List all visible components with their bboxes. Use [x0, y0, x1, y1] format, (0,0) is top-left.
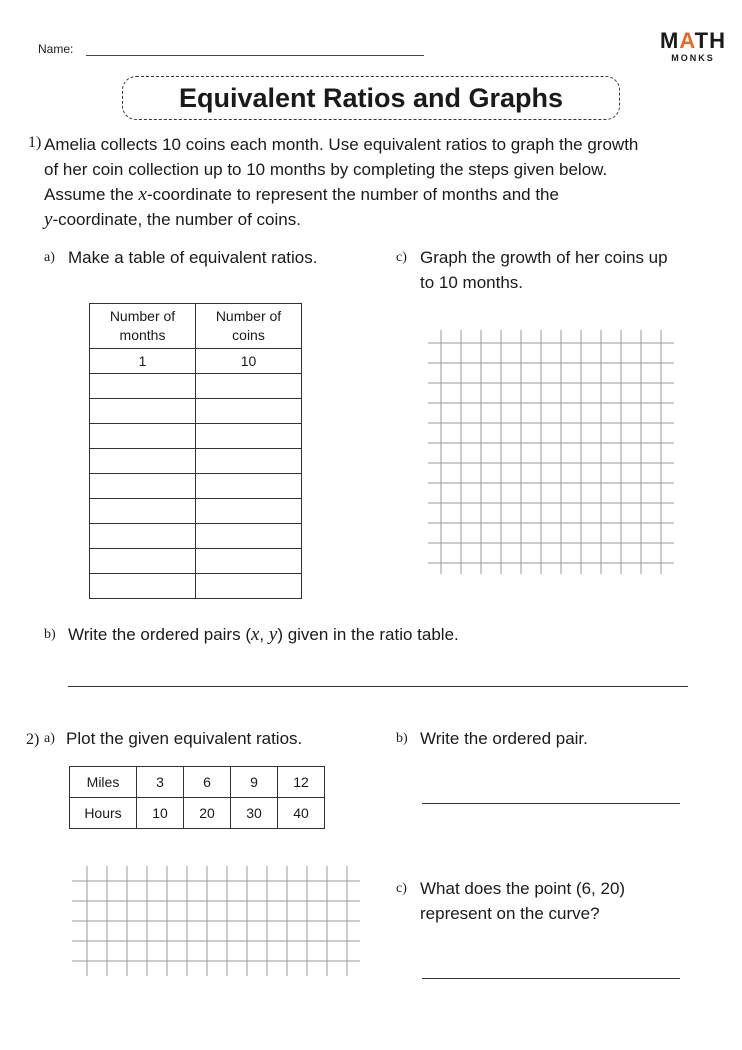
table-blank-cell[interactable]	[196, 474, 302, 499]
table-blank-cell[interactable]	[90, 424, 196, 449]
miles-cell: 6	[184, 767, 231, 798]
q1b-label: b)	[44, 627, 56, 642]
hours-cell: 10	[137, 798, 184, 829]
math-monks-logo	[658, 30, 728, 64]
x-variable: x	[138, 184, 147, 205]
row-label-miles: Miles	[70, 767, 137, 798]
title-box	[122, 76, 620, 120]
question-2-number: 2)	[26, 731, 40, 748]
table-blank-cell[interactable]	[196, 449, 302, 474]
q2a-text: Plot the given equivalent ratios.	[66, 729, 303, 748]
table-header-coins: Number of coins	[196, 304, 302, 349]
name-field[interactable]	[86, 55, 424, 56]
logo-letter-a: A	[679, 28, 695, 53]
q2b-label: b)	[396, 731, 408, 746]
table-blank-cell[interactable]	[90, 549, 196, 574]
logo-letter-m: M	[660, 28, 680, 53]
question-1-number: 1)	[28, 134, 42, 151]
table-blank-cell[interactable]	[196, 399, 302, 424]
q2c-label: c)	[396, 881, 407, 896]
y-variable: y	[44, 209, 53, 230]
graph-grid-2[interactable]	[72, 866, 360, 978]
page-title: Equivalent Ratios and Graphs	[178, 83, 564, 113]
table-blank-cell[interactable]	[90, 474, 196, 499]
table-cell-coins-1: 10	[196, 349, 302, 374]
miles-cell: 3	[137, 767, 184, 798]
table-row	[90, 399, 302, 424]
table-row	[90, 549, 302, 574]
graph-grid-1[interactable]	[428, 330, 674, 574]
table-blank-cell[interactable]	[90, 374, 196, 399]
miles-cell: 9	[231, 767, 278, 798]
q1-line-3: Assume the x-coordinate to represent the number of months and the	[44, 184, 559, 205]
table-blank-cell[interactable]	[90, 449, 196, 474]
table-blank-cell[interactable]	[90, 574, 196, 599]
q1b-text: Write the ordered pairs (x, y) given in the ratio table.	[68, 624, 459, 645]
q2a-label: a)	[44, 731, 55, 746]
table-row	[90, 424, 302, 449]
table-blank-cell[interactable]	[90, 399, 196, 424]
q1c-label: c)	[396, 250, 407, 265]
hours-cell: 30	[231, 798, 278, 829]
table-blank-cell[interactable]	[196, 549, 302, 574]
q1-line-4: y-coordinate, the number of coins.	[44, 209, 301, 230]
table-blank-cell[interactable]	[196, 499, 302, 524]
row-label-hours: Hours	[70, 798, 137, 829]
table-blank-cell[interactable]	[196, 424, 302, 449]
logo-subtitle: MONKS	[671, 53, 715, 63]
name-label: Name:	[38, 42, 74, 56]
q1c-text: Graph the growth of her coins up to 10 months.	[420, 248, 668, 292]
table-header-months: Number of months	[90, 304, 196, 349]
table-blank-cell[interactable]	[196, 374, 302, 399]
q1-line-2: of her coin collection up to 10 months by completing the steps given below.	[44, 160, 608, 179]
q1a-text: Make a table of equivalent ratios.	[68, 248, 318, 267]
q1b-answer-line[interactable]	[68, 686, 688, 687]
q1-line-1: Amelia collects 10 coins each month. Use equivalent ratios to graph the growth	[44, 135, 639, 154]
q2b-answer-line[interactable]	[422, 803, 680, 804]
question-1-text	[44, 132, 734, 232]
table-row	[90, 474, 302, 499]
q1a-label: a)	[44, 250, 55, 265]
table-row	[90, 449, 302, 474]
table-row	[90, 499, 302, 524]
table-row	[90, 574, 302, 599]
table-row	[90, 374, 302, 399]
table-blank-cell[interactable]	[196, 524, 302, 549]
table-blank-cell[interactable]	[196, 574, 302, 599]
table-blank-cell[interactable]	[90, 499, 196, 524]
miles-cell: 12	[278, 767, 325, 798]
ratio-table	[89, 303, 302, 599]
q2c-answer-line[interactable]	[422, 978, 680, 979]
miles-hours-table	[69, 766, 325, 829]
table-row	[90, 524, 302, 549]
table-blank-cell[interactable]	[90, 524, 196, 549]
table-cell-months-1: 1	[90, 349, 196, 374]
q2c-text: What does the point (6, 20) represent on the curve?	[420, 879, 626, 923]
hours-cell: 20	[184, 798, 231, 829]
hours-cell: 40	[278, 798, 325, 829]
logo-letters-th: TH	[694, 28, 726, 53]
q2b-text: Write the ordered pair.	[420, 729, 588, 748]
